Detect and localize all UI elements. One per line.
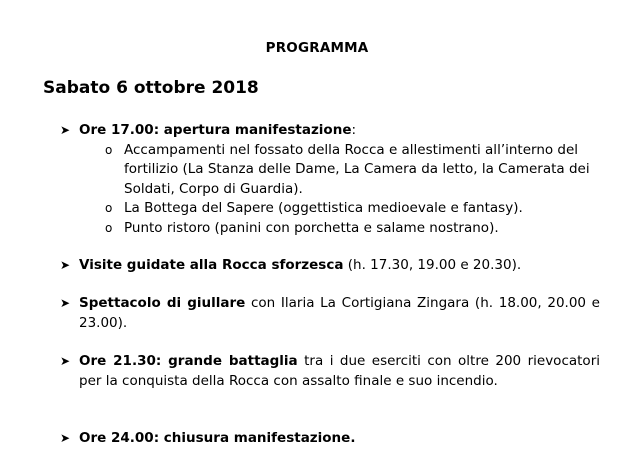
arrow-bullet-icon: ➤: [60, 431, 71, 445]
program-item-text: [79, 256, 600, 276]
circle-bullet-icon: o: [105, 201, 113, 215]
program-item-text: [79, 294, 600, 333]
program-item-rest: (h. 17.30, 19.00 e 20.30).: [343, 257, 522, 273]
sub-item: [105, 199, 600, 219]
program-item-rest: tra i due eserciti con oltre 200 rievocatori per la conquista della Rocca con assalto finale e suo incendio.: [79, 353, 600, 389]
sub-item: [105, 219, 600, 239]
program-item-text: [79, 121, 600, 141]
program-item-text: [79, 429, 600, 449]
program-item: [60, 256, 600, 276]
program-item-text: [79, 352, 600, 391]
program-item-bold: Ore 24.00: chiusura manifestazione.: [79, 430, 356, 446]
program-item: [60, 429, 600, 449]
arrow-bullet-icon: ➤: [60, 258, 71, 272]
program-item: [60, 294, 600, 333]
program-item-bold: Ore 17.00: apertura manifestazione: [79, 122, 352, 138]
sub-item-text: Accampamenti nel fossato della Rocca e allestimenti all’interno del fortilizio (La Stanza delle Dame, La Camera da letto, la Camerata dei Soldati, Corpo di Guardia).: [124, 141, 590, 197]
program-item-rest: :: [351, 122, 357, 138]
document-title: PROGRAMMA: [265, 40, 369, 56]
circle-bullet-icon: o: [105, 142, 113, 157]
arrow-bullet-icon: ➤: [60, 296, 71, 310]
program-item: [60, 352, 600, 391]
program-item-bold: Visite guidate alla Rocca sforzesca: [79, 257, 344, 273]
sub-item-text: Punto ristoro (panini con porchetta e salame nostrano).: [124, 219, 499, 236]
program-item-bold: Ore 21.30: grande battaglia: [79, 353, 298, 369]
arrow-bullet-icon: ➤: [60, 354, 71, 368]
circle-bullet-icon: o: [105, 220, 113, 235]
program-item-bold: Spettacolo di giullare: [79, 295, 246, 311]
program-item: [60, 121, 600, 238]
arrow-bullet-icon: ➤: [60, 123, 71, 137]
sub-item-text: La Bottega del Sapere (oggettistica medioevale e fantasy).: [124, 200, 523, 216]
program-item-rest: con Ilaria La Cortigiana Zingara (h. 18.00, 20.00 e 23.00).: [79, 295, 600, 331]
sub-item: [105, 141, 600, 200]
date-heading: Sabato 6 ottobre 2018: [43, 78, 259, 98]
